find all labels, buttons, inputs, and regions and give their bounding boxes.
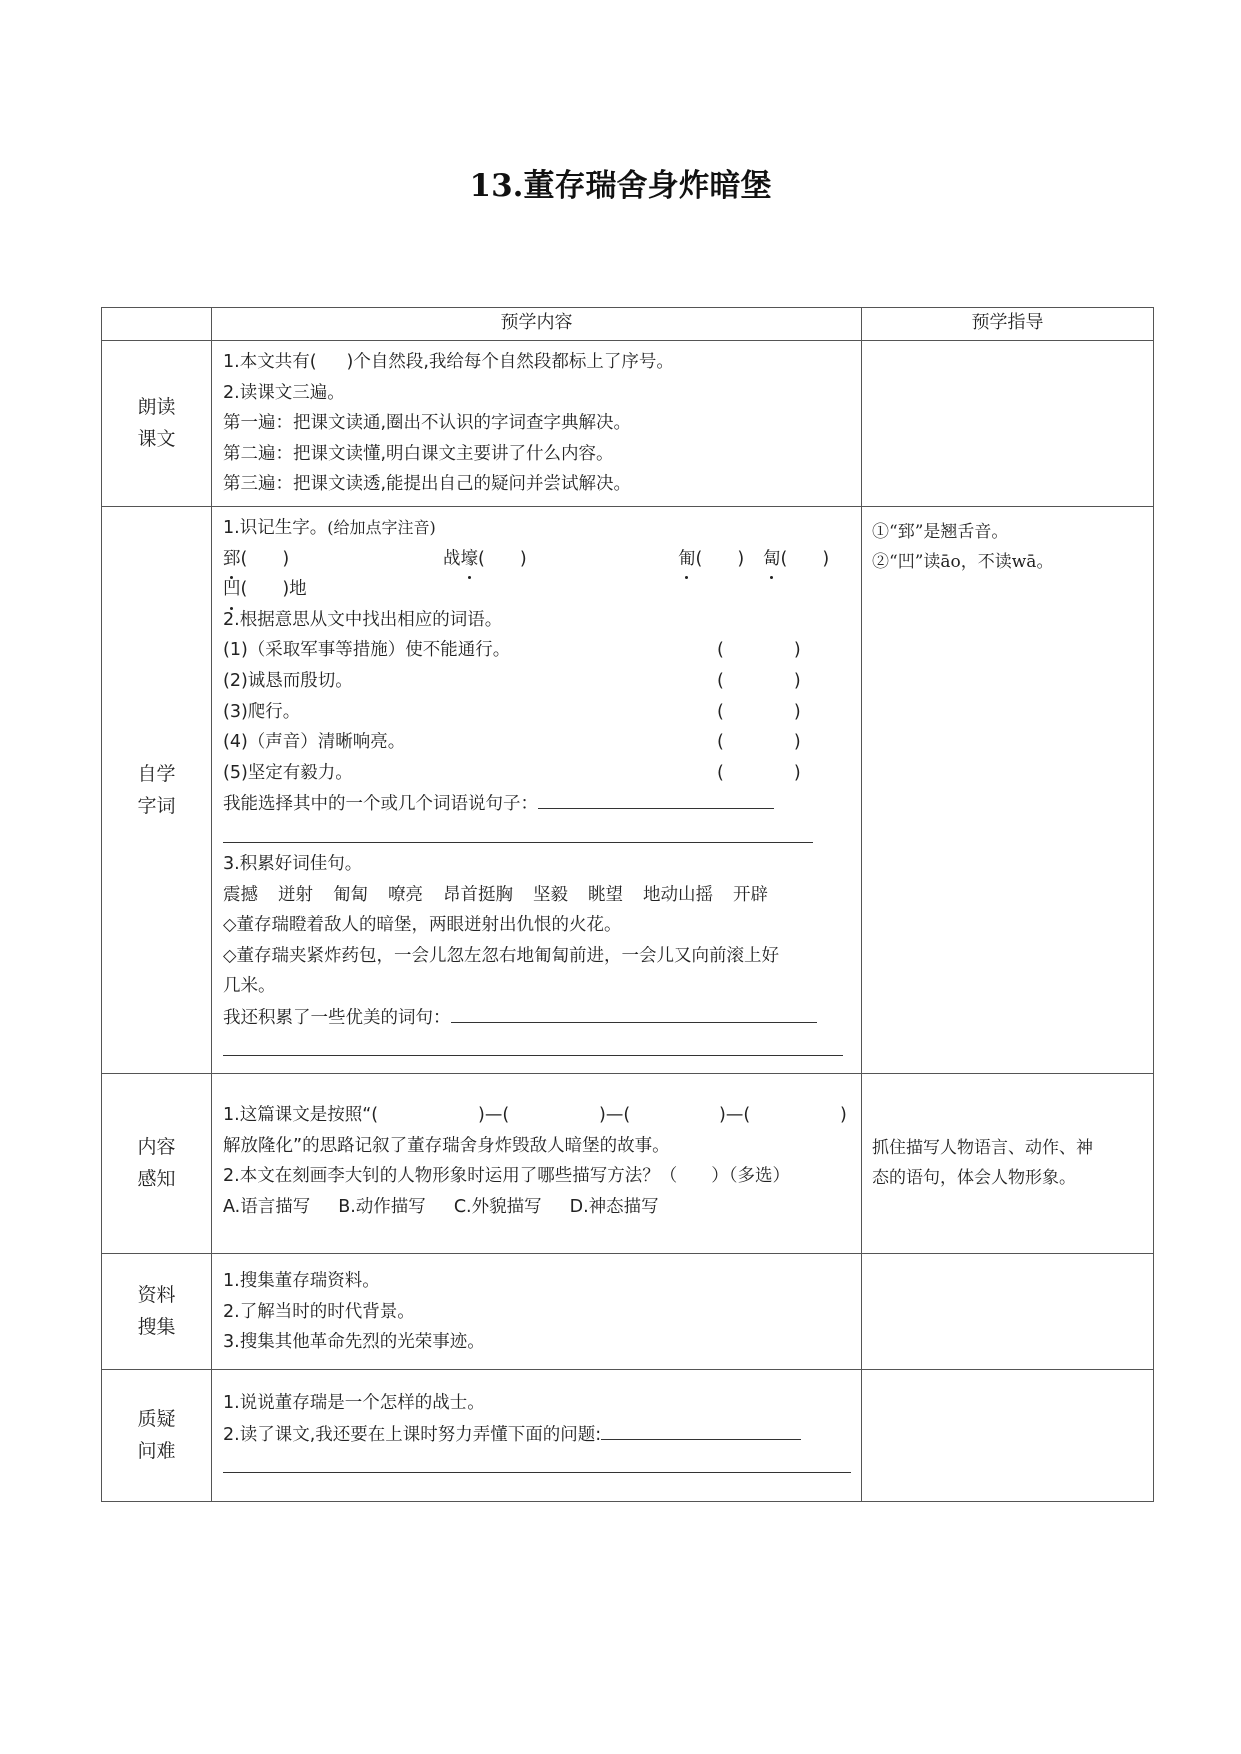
answer-line xyxy=(223,1450,851,1473)
content-guide xyxy=(862,1073,1154,1253)
preview-table xyxy=(101,307,1154,1502)
words-line-2: 2.根据意思从文中找出相应的词语。 xyxy=(223,609,503,630)
table-header-row xyxy=(102,308,1154,341)
row-questions xyxy=(102,1369,1154,1501)
content-content xyxy=(212,1073,862,1253)
read-line-2: 2.读课文三遍。 xyxy=(223,382,345,403)
question-guide xyxy=(862,1369,1154,1501)
good-sentence-1: ◇董存瑞瞪着敌人的暗堡，两眼迸射出仇恨的火花。 xyxy=(223,915,622,936)
row-read-text xyxy=(102,341,1154,507)
meaning-item: (5)坚定有毅力。 ( ) xyxy=(223,762,801,783)
row-label-research: 资料 搜集 xyxy=(102,1253,212,1369)
question-line-2: 2.读了课文,我还要在上课时努力弄懂下面的问题: xyxy=(223,1419,851,1451)
good-words-list: 震撼 迸射 匍匐 嘹亮 昂首挺胸 坚毅 眺望 地动山摇 开辟 xyxy=(223,884,768,905)
content-line-3: 2.本文在刻画李大钊的人物形象时运用了哪些描写方法？（ ）（多选） xyxy=(223,1166,790,1187)
header-content: 预学内容 xyxy=(212,308,862,341)
header-blank-cell xyxy=(102,308,212,341)
row-label-read: 朗读 课文 xyxy=(102,341,212,507)
answer-line xyxy=(223,820,813,843)
research-content xyxy=(212,1253,862,1369)
words-line-1: 1.识记生字。(给加点字注音) xyxy=(223,517,436,538)
dotted-char: 凹 xyxy=(223,574,241,605)
content-line-1: 1.这篇课文是按照“( )—( )—( )—( ) xyxy=(223,1104,847,1125)
content-line-2: 解放隆化”的思路记叙了董存瑞舍身炸毁敌人暗堡的故事。 xyxy=(223,1135,670,1156)
pinyin-row-2: 凹( )地 xyxy=(223,574,851,605)
read-line-3: 第一遍：把课文读通,圈出不认识的字词查字典解决。 xyxy=(223,413,632,434)
research-guide xyxy=(862,1253,1154,1369)
options-list: A.语言描写 B.动作描写 C.外貌描写 D.神态描写 xyxy=(223,1196,659,1217)
header-guide: 预学指导 xyxy=(862,308,1154,341)
question-content xyxy=(212,1369,862,1501)
research-line-2: 2.了解当时的时代背景。 xyxy=(223,1301,415,1322)
pinyin-row-1: 郅( ) 战壕( ) 匍( ) 匐( ) xyxy=(223,544,851,575)
accumulate-prompt-line: 我还积累了一些优美的词句： xyxy=(223,1002,851,1034)
guide-line-1: 抓住描写人物语言、动作、神 xyxy=(872,1138,1093,1159)
good-sentence-2: ◇董存瑞夹紧炸药包，一会儿忽左忽右地匍匐前进，一会儿又向前滚上好 xyxy=(223,945,779,966)
dotted-char: 匐 xyxy=(763,544,781,575)
row-label-questions: 质疑 问难 xyxy=(102,1369,212,1501)
guide-line-2: 态的语句，体会人物形象。 xyxy=(872,1168,1076,1189)
answer-blank xyxy=(538,788,774,809)
row-self-study-words xyxy=(102,506,1154,1073)
row-label-words: 自学 字词 xyxy=(102,506,212,1073)
meaning-item: (4)（声音）清晰响亮。 ( ) xyxy=(223,732,801,753)
dotted-char: 郅 xyxy=(223,544,241,575)
guide-line-1: ①“郅”是翘舌音。 xyxy=(872,521,1009,542)
meaning-item: (3)爬行。 ( ) xyxy=(223,701,801,722)
read-line-1: 1.本文共有( )个自然段,我给每个自然段都标上了序号。 xyxy=(223,352,674,372)
row-research xyxy=(102,1253,1154,1369)
answer-blank xyxy=(601,1419,801,1440)
research-line-3: 3.搜集其他革命先烈的光荣事迹。 xyxy=(223,1332,485,1353)
row-label-content: 内容 感知 xyxy=(102,1073,212,1253)
words-content xyxy=(212,506,862,1073)
read-guide xyxy=(862,341,1154,507)
row-content-perception xyxy=(102,1073,1154,1253)
dotted-char: 匍 xyxy=(678,544,696,575)
page-title: 13.董存瑞舍身炸暗堡 xyxy=(469,168,772,204)
words-line-3: 3.积累好词佳句。 xyxy=(223,853,363,874)
read-content xyxy=(212,341,862,507)
answer-blank xyxy=(451,1002,817,1023)
question-line-1: 1.说说董存瑞是一个怎样的战士。 xyxy=(223,1392,485,1413)
meaning-item: (1)（采取军事等措施）使不能通行。 ( ) xyxy=(223,640,801,661)
words-guide xyxy=(862,506,1154,1073)
research-line-1: 1.搜集董存瑞资料。 xyxy=(223,1270,380,1291)
sentence-prompt-line: 我能选择其中的一个或几个词语说句子： xyxy=(223,788,851,820)
read-line-5: 第三遍：把课文读透,能提出自己的疑问并尝试解决。 xyxy=(223,474,632,495)
dotted-char: 壕 xyxy=(461,544,479,575)
good-sentence-2-cont: 几米。 xyxy=(223,976,276,997)
answer-line xyxy=(223,1033,843,1056)
read-line-4: 第二遍：把课文读懂,明白课文主要讲了什么内容。 xyxy=(223,443,614,464)
meaning-item: (2)诚恳而殷切。 ( ) xyxy=(223,670,801,691)
guide-line-2: ②“凹”读āo，不读wā。 xyxy=(872,551,1054,572)
